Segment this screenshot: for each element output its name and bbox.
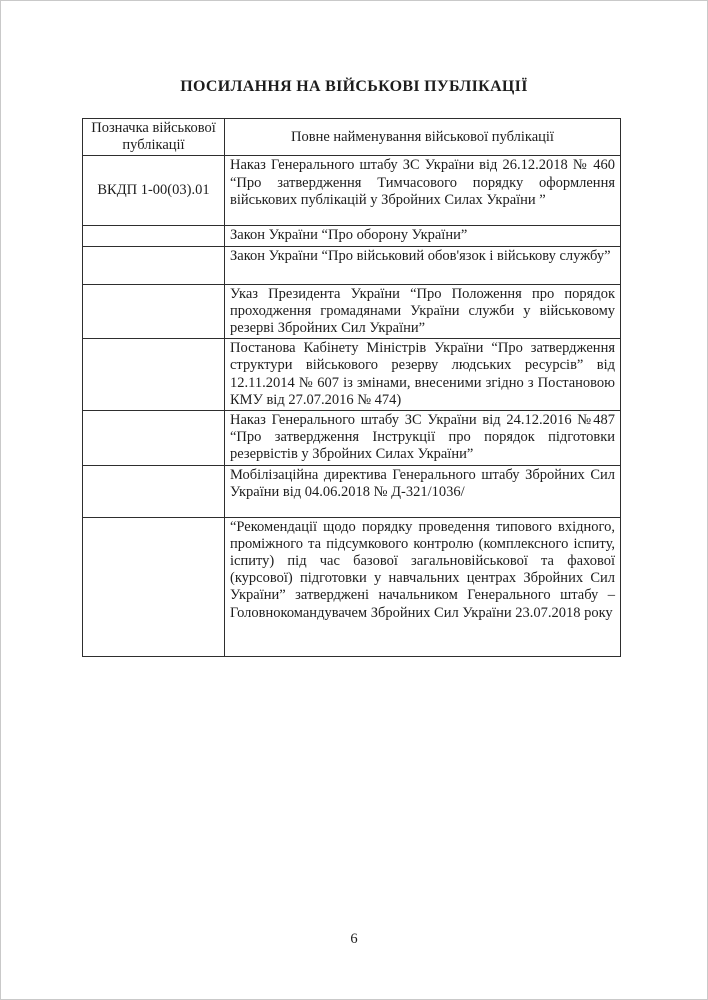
publication-name-cell: Мобілізаційна директива Генерального штабу Збройних Сил України від 04.06.2018 № Д-321/1036/ bbox=[225, 465, 621, 517]
publication-code-cell bbox=[83, 411, 225, 466]
publication-code-cell: ВКДП 1-00(03).01 bbox=[83, 156, 225, 226]
table-row bbox=[83, 156, 621, 226]
table-row bbox=[83, 246, 621, 284]
publication-name-cell: Закон України “Про військовий обов'язок і військову службу” bbox=[225, 246, 621, 284]
page-title: ПОСИЛАННЯ НА ВІЙСЬКОВІ ПУБЛІКАЦІЇ bbox=[180, 78, 528, 95]
table-header-row bbox=[83, 119, 621, 156]
page-number: 6 bbox=[350, 931, 358, 947]
table-row bbox=[83, 226, 621, 246]
table-row bbox=[83, 339, 621, 411]
publication-code-cell bbox=[83, 284, 225, 339]
publication-name-cell: Постанова Кабінету Міністрів України “Про затвердження структури військового резерву людських ресурсів” від 12.11.2014 № 607 із змінами, внесеними згідно з Постановою КМУ від 27.07.2016 № 474) bbox=[225, 339, 621, 411]
publication-name-cell: Закон України “Про оборону України” bbox=[225, 226, 621, 246]
column-header-name: Повне найменування військової публікації bbox=[225, 119, 621, 156]
column-header-code: Позначка військової публікації bbox=[83, 119, 225, 156]
publication-code-cell bbox=[83, 465, 225, 517]
table-row bbox=[83, 465, 621, 517]
publication-name-cell: Наказ Генерального штабу ЗС України від 26.12.2018 № 460 “Про затвердження Тимчасового порядку оформлення військових публікацій у Збройних Силах України ” bbox=[225, 156, 621, 226]
publication-name-cell: Наказ Генерального штабу ЗС України від 24.12.2016 №487 “Про затвердження Інструкції про порядок підготовки резервістів у Збройних Силах України” bbox=[225, 411, 621, 466]
table-row bbox=[83, 411, 621, 466]
publication-code-cell bbox=[83, 339, 225, 411]
table-row bbox=[83, 517, 621, 656]
publication-name-cell: “Рекомендації щодо порядку проведення типового вхідного, проміжного та підсумкового контролю (комплексного іспиту, іспиту) під час базової загальновійськової та фахової (курсової) підготовки у навчальних центрах Збройних Сил України” затверджені начальником Генерального штабу – Головнокомандувачем Збройних Сил України 23.07.2018 року bbox=[225, 517, 621, 656]
publications-table bbox=[82, 118, 621, 657]
publication-code-cell bbox=[83, 517, 225, 656]
publication-name-cell: Указ Президента України “Про Положення про порядок проходження громадянами України служби у військовому резерві Збройних Сил України” bbox=[225, 284, 621, 339]
publication-code-cell bbox=[83, 246, 225, 284]
publication-code-cell bbox=[83, 226, 225, 246]
table-row bbox=[83, 284, 621, 339]
